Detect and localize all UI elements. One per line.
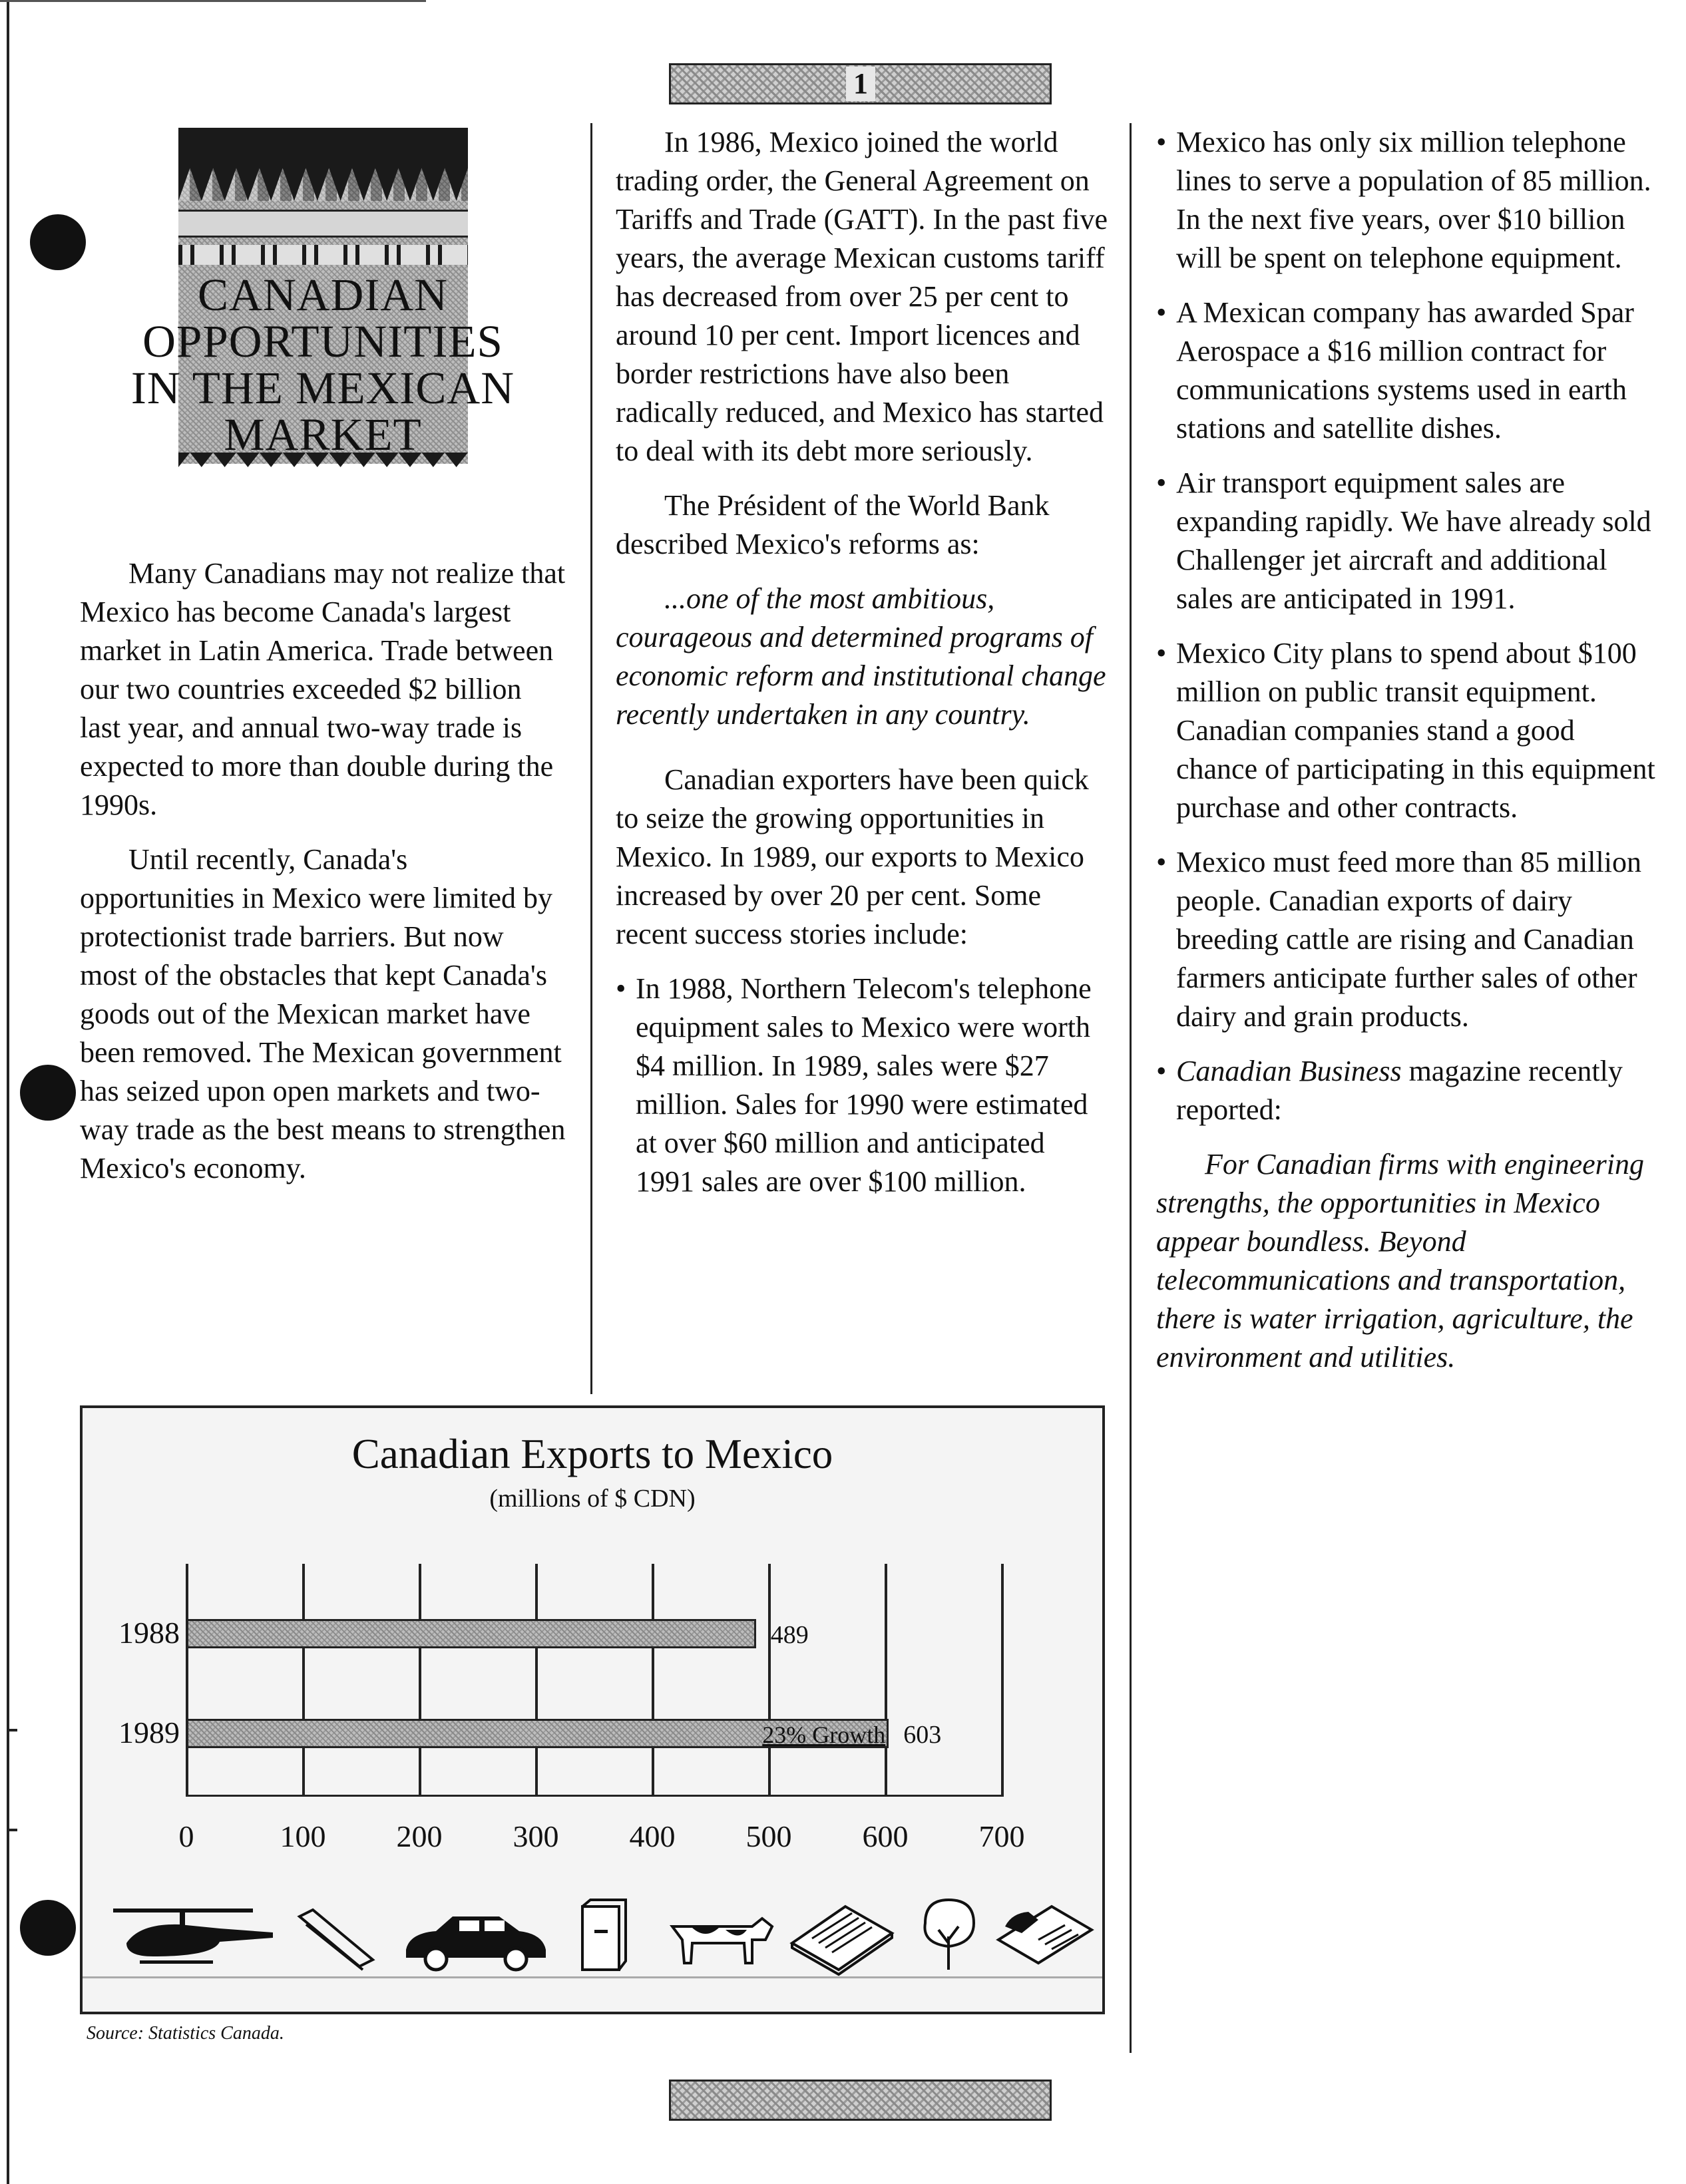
x-tick-label: 0 bbox=[178, 1819, 194, 1853]
source-note: Source: Statistics Canada. bbox=[87, 2023, 284, 2044]
y-category-label: 1988 bbox=[118, 1616, 180, 1650]
page-title bbox=[67, 272, 579, 458]
steel-beam-icon bbox=[300, 1910, 373, 1970]
bar-value-label: 603 bbox=[903, 1721, 942, 1749]
canadian-business-quote: For Canadian firms with engineering strengths, the opportunities in Mexico appear boundless. Beyond telecommunications and transportation, there is water irrigation, agriculture, the environment and utilities. bbox=[1156, 1148, 1644, 1373]
chart-gridline bbox=[419, 1564, 421, 1797]
title-line: IN THE MEXICAN bbox=[130, 363, 515, 413]
list-item: • In 1988, Northern Telecom's telephone equipment sales to Mexico were worth $4 million. In 1989, sales were $27 million. Sales for 1990 were estimated at over $60 million and anticipated 1991 sales are over $100 million. bbox=[616, 970, 1108, 1201]
list-item: • Mexico has only six million telephone lines to serve a population of 85 million. In the next five years, over $10 billion will be spent on telephone equipment. bbox=[1156, 123, 1655, 277]
column-divider bbox=[1130, 123, 1132, 2053]
paragraph: Canadian exporters have been quick to seize the growing opportunities in Mexico. In 1989, our exports to Mexico increased by over 20 per cent. Some recent success stories include: bbox=[616, 763, 1089, 950]
list-item-text: magazine recently reported: bbox=[1176, 1055, 1623, 1126]
quote-text: ...one of the most ambitious, courageous and determined programs of economic reform and institutional change recently undertaken in any country. bbox=[616, 582, 1106, 731]
y-category-label: 1989 bbox=[118, 1716, 180, 1749]
x-tick-label: 100 bbox=[280, 1819, 326, 1853]
chart-axis-line bbox=[186, 1795, 1004, 1797]
title-key-pattern bbox=[178, 245, 468, 265]
book-icon bbox=[582, 1900, 626, 1970]
paragraph: Until recently, Canada's opportunities in Mexico were limited by protectionist trade barriers. But now most of the obstacles that kept Canada's goods out of the Mexican market have been removed. The Mexican government has seized upon open markets and two-way trade as the best means to strengthen Mexico's economy. bbox=[80, 843, 566, 1184]
list-item: • Air transport equipment sales are expanding rapidly. We have already sold Challenger jet aircraft and additional sales are anticipated in 1991. bbox=[1156, 464, 1655, 618]
x-tick-label: 200 bbox=[396, 1819, 443, 1853]
punch-hole bbox=[20, 1900, 76, 1956]
bullet-list bbox=[616, 970, 1108, 1201]
column-1 bbox=[80, 554, 566, 1204]
title-stripe bbox=[178, 210, 468, 238]
chart-gridline bbox=[535, 1564, 538, 1797]
growth-annotation: 23% Growth bbox=[762, 1722, 886, 1748]
x-tick-label: 300 bbox=[513, 1819, 559, 1853]
chart-gridline bbox=[302, 1564, 305, 1797]
icon-strip-divider bbox=[83, 1976, 1102, 1978]
column-3 bbox=[1156, 123, 1655, 1393]
scan-edge-mark bbox=[7, 1729, 17, 1731]
scan-edge-top bbox=[0, 0, 426, 2]
x-tick-label: 400 bbox=[629, 1819, 676, 1853]
bullet-list bbox=[1156, 123, 1655, 1129]
world-bank-quote bbox=[616, 580, 1108, 734]
chart-bar bbox=[186, 1619, 756, 1648]
chart-gridline bbox=[885, 1564, 887, 1797]
chart-gridline bbox=[186, 1564, 188, 1797]
footer-band bbox=[669, 2080, 1052, 2121]
chart-gridline bbox=[652, 1564, 654, 1797]
list-item bbox=[1156, 1052, 1655, 1129]
helicopter-icon bbox=[113, 1909, 273, 1964]
title-line: MARKET bbox=[224, 409, 422, 460]
newspaper-icon bbox=[792, 1907, 892, 1974]
chart-gridline bbox=[1001, 1564, 1004, 1797]
chart-title: Canadian Exports to Mexico bbox=[351, 1431, 833, 1477]
scan-edge-left bbox=[7, 0, 9, 2184]
telephone-icon bbox=[998, 1907, 1092, 1963]
chart-gridline bbox=[768, 1564, 771, 1797]
export-icons-strip bbox=[80, 1890, 1105, 1976]
title-line: CANADIAN bbox=[198, 270, 448, 320]
list-item: • A Mexican company has awarded Spar Aerospace a $16 million contract for communications systems used in earth stations and satellite dishes. bbox=[1156, 293, 1655, 448]
title-line: OPPORTUNITIES bbox=[142, 316, 503, 367]
punch-hole bbox=[20, 1065, 76, 1121]
tree-icon bbox=[925, 1900, 974, 1970]
list-item: • Mexico must feed more than 85 million people. Canadian exports of dairy breeding cattle are rising and Canadian farmers anticipate further sales of other dairy and grain products. bbox=[1156, 843, 1655, 1036]
bar-value-label: 489 bbox=[770, 1621, 809, 1649]
list-item: • Mexico City plans to spend about $100 million on public transit equipment. Canadian companies stand a good chance of participating in this equipment purchase and other contracts. bbox=[1156, 634, 1655, 827]
column-divider bbox=[590, 123, 592, 1394]
x-tick-label: 600 bbox=[862, 1819, 909, 1853]
punch-hole bbox=[30, 214, 86, 270]
paragraph: In 1986, Mexico joined the world trading order, the General Agreement on Tariffs and Trade (GATT). In the past five years, the average Mexican customs tariff has decreased from over 25 per cent to around 10 per cent. Import licences and border restrictions have also been radically reduced, and Mexico has started to deal with its debt more seriously. bbox=[616, 126, 1108, 467]
car-icon bbox=[406, 1916, 546, 1970]
paragraph: The Président of the World Bank described Mexico's reforms as: bbox=[616, 489, 1050, 560]
cow-icon bbox=[672, 1918, 772, 1963]
scan-edge-mark bbox=[7, 1829, 17, 1831]
page-number: 1 bbox=[846, 67, 875, 101]
x-tick-label: 500 bbox=[745, 1819, 792, 1853]
paragraph: Many Canadians may not realize that Mexico has become Canada's largest market in Latin America. Trade between our two countries exceeded $2 billion last year, and annual two-way trade is expected to more than double during the 1990s. bbox=[80, 557, 566, 821]
x-tick-label: 700 bbox=[978, 1819, 1025, 1853]
magazine-name: Canadian Business bbox=[1176, 1055, 1402, 1087]
column-2 bbox=[616, 123, 1108, 1217]
chart-subtitle: (millions of $ CDN) bbox=[489, 1485, 696, 1513]
